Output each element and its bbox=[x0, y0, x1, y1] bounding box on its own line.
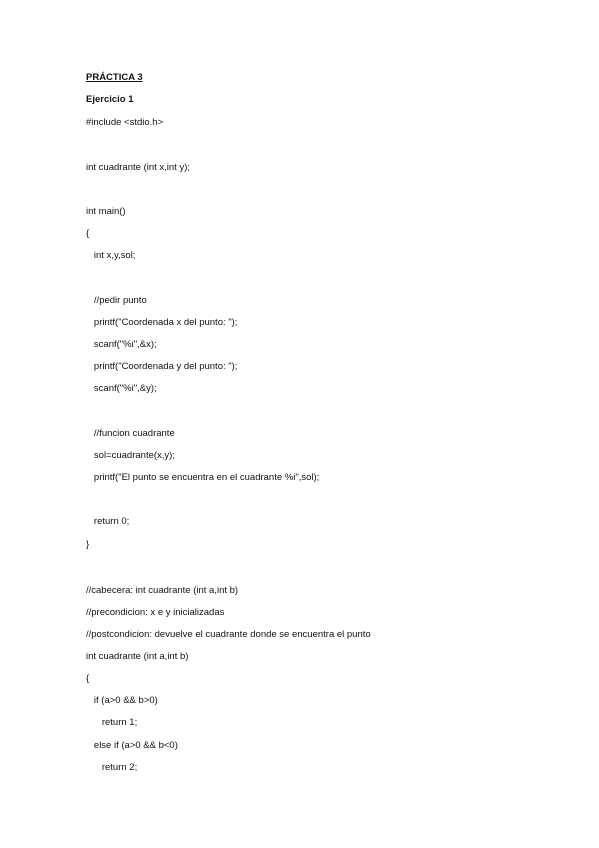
code-line: int main() bbox=[86, 206, 126, 217]
code-line: } bbox=[86, 539, 90, 550]
code-line: return 2; bbox=[86, 762, 138, 773]
code-line: { bbox=[86, 673, 90, 684]
code-line: if (a>0 && b>0) bbox=[86, 695, 158, 706]
code-line: //funcion cuadrante bbox=[86, 428, 175, 439]
document-title: PRÁCTICA 3 bbox=[86, 72, 143, 83]
code-line: printf("Coordenada x del punto: "); bbox=[86, 317, 238, 328]
code-line: return 1; bbox=[86, 717, 138, 728]
exercise-heading: Ejercicio 1 bbox=[86, 94, 134, 105]
code-line: printf("Coordenada y del punto: "); bbox=[86, 361, 238, 372]
code-line: //precondicion: x e y inicializadas bbox=[86, 607, 225, 618]
code-line: //cabecera: int cuadrante (int a,int b) bbox=[86, 585, 239, 596]
code-line: printf("El punto se encuentra en el cuadrante %i",sol); bbox=[86, 472, 320, 483]
code-line: scanf("%i",&x); bbox=[86, 339, 157, 350]
code-line: { bbox=[86, 228, 90, 239]
code-line: //pedir punto bbox=[86, 295, 147, 306]
code-line: int x,y,sol; bbox=[86, 250, 136, 261]
code-line: scanf("%i",&y); bbox=[86, 383, 157, 394]
code-line: return 0; bbox=[86, 516, 130, 527]
code-line: #include <stdio.h> bbox=[86, 117, 164, 128]
code-line: sol=cuadrante(x,y); bbox=[86, 450, 175, 461]
code-line: else if (a>0 && b<0) bbox=[86, 740, 178, 751]
code-line: int cuadrante (int a,int b) bbox=[86, 651, 189, 662]
code-line: //postcondicion: devuelve el cuadrante donde se encuentra el punto bbox=[86, 629, 371, 640]
code-line: int cuadrante (int x,int y); bbox=[86, 162, 191, 173]
